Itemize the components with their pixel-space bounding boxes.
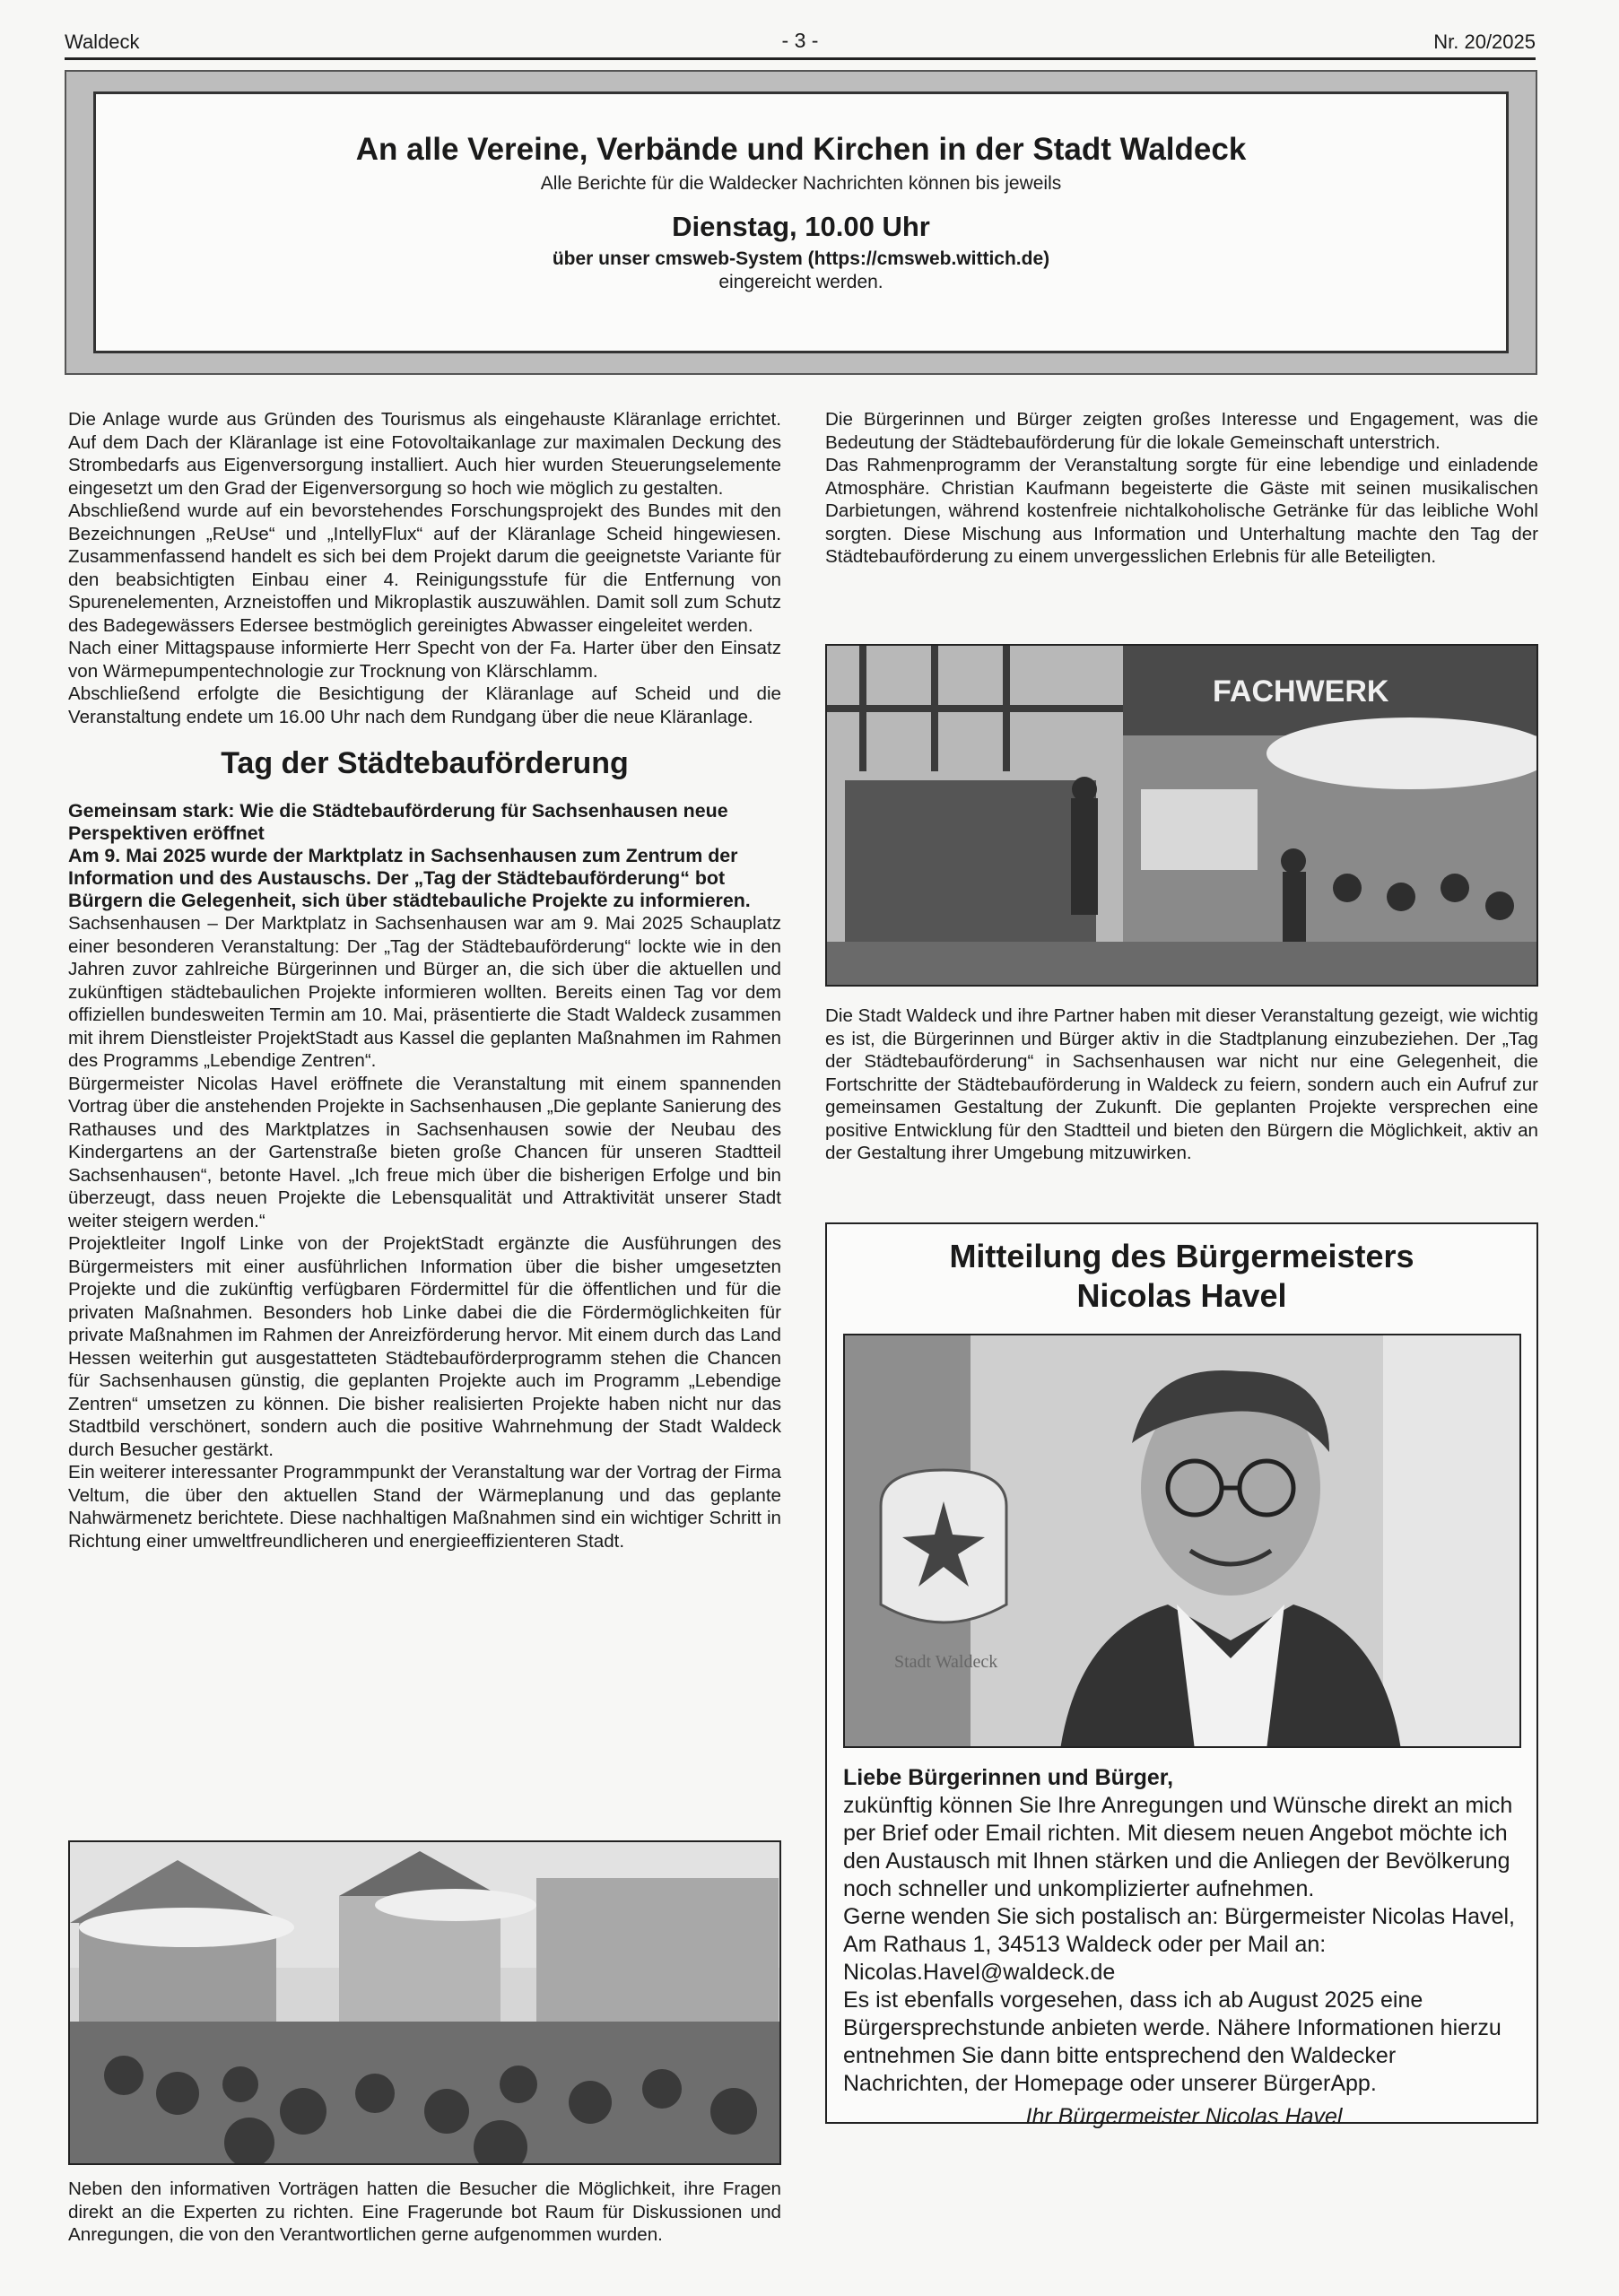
notice-end: eingereicht werden. — [718, 272, 883, 292]
town-sign-text: Stadt Waldeck — [894, 1652, 998, 1672]
mayor-title — [827, 1237, 1536, 1316]
cafe-event-photo — [825, 644, 1538, 987]
notice-line: Alle Berichte für die Waldecker Nachrichten können bis jeweils — [540, 173, 1062, 194]
article-subheading: Gemeinsam stark: Wie die Städtebauförderung für Sachsenhausen neue Perspektiven eröffnet — [68, 800, 728, 844]
market-photo-caption: Neben den informativen Vorträgen hatten die Besucher die Möglichkeit, ihre Fragen direkt an die Experten zu richten. Eine Fragerunde bot Raum für Diskussionen und Anregungen, die von den Verantwortlichen gerne aufgenommen wurden. — [68, 2179, 781, 2245]
mayor-portrait — [843, 1334, 1521, 1748]
market-square-illustration — [70, 1842, 781, 2165]
mayor-announcement — [825, 1222, 1538, 2129]
article-paragraph: Bürgermeister Nicolas Havel eröffnete die Veranstaltung mit einem spannenden Vortrag über die anstehenden Projekte in Sachsenhausen „Die geplante Sanierung des Rathauses und des Marktplatzes in Sachsenhausen sowie der Neubau des Kindergartens an der Gartenstraße bieten große Chancen für unseren Stadtteil Sachsenhausen“, betonte Havel. „Ich freue mich über die bisherigen Erfolge und bin überzeugt, dass neuen Projekte die Lebensqualität und Attraktivität unserer Stadt weiter steigern werden.“ — [68, 1073, 781, 1231]
mayor-greeting: Liebe Bürgerinnen und Bürger, — [843, 1765, 1174, 1790]
article-paragraph: Sachsenhausen – Der Marktplatz in Sachsenhausen war am 9. Mai 2025 Schauplatz einer besonderen Veranstaltung: Der „Tag der Städtebauförderung“ lockte wie in den Jahren zuvor zahlreiche Bürgerinnen und Bürger an, die sich über die aktuellen und zukünftigen städtebaulichen Projekte informieren wollten. Bereits einen Tag vor dem offiziellen bundesweiten Termin am 10. Mai, präsentierte die Stadt Waldeck zusammen mit ihrem Dienstleister ProjektStadt aus Kassel die geplanten Maßnahmen im Rahmen des Programms „Lebendige Zentren“. — [68, 913, 781, 1071]
submission-notice — [65, 70, 1537, 375]
mayor-body: Gerne wenden Sie sich postalisch an: Bürgermeister Nicolas Havel, Am Rathaus 1, 34513 Waldeck oder per Mail an: Nicolas.Havel@waldeck.de — [843, 1904, 1515, 1985]
mayor-body: Es ist ebenfalls vorgesehen, dass ich ab August 2025 eine Bürgersprechstunde anbieten werde. Nähere Informationen hierzu entnehmen Sie dann bitte entsprechend den Waldecker Nachrichten, der Homepage oder unserer BürgerApp. — [843, 1987, 1501, 2096]
mayor-portrait-illustration — [845, 1335, 1521, 1748]
page-number: - 3 - — [781, 29, 819, 52]
article-paragraph: Das Rahmenprogramm der Veranstaltung sorgte für eine lebendige und einladende Atmosphäre. Christian Kaufmann begeisterte die Gäste mit seinen musikalischen Darbietungen, während kostenfreie nichtalkoholische Getränke für das leibliche Wohl sorgten. Diese Mischung aus Information und Unterhaltung machte den Tag der Städtebauförderung zu einem unvergesslichen Erlebnis für alle Beteiligten. — [825, 455, 1538, 567]
page-header — [65, 27, 1536, 60]
issue-number: Nr. 20/2025 — [1433, 30, 1536, 53]
mayor-signature: Ihr Bürgermeister Nicolas Havel — [1025, 2104, 1343, 2129]
mayor-title-line2: Nicolas Havel — [1076, 1277, 1287, 1314]
mayor-letter — [843, 1764, 1525, 2131]
article-paragraph: Projektleiter Ingolf Linke von der ProjektStadt ergänzte die Ausführungen des Bürgermeisters mit einer ausführlichen Information über die bisher umgesetzten Projekte und die zukünftig verfügbaren Fördermittel für die öffentlichen und für die privaten Maßnahmen. Besonders hob Linke dabei die die Fördermöglichkeiten für private Maßnahmen im Rahmen der Anreizförderung hervor. Mit einem durch das Land Hessen weiterhin gut ausgestatteten Städtebauförderprogramm stehen die Chancen für Sachsenhausen günstig, die geplanten Projekte auch im Programm „Lebendige Zentren“ umsetzen zu können. Die bisher realisierten Projekte haben nicht nur das Stadtbild verschönert, sondern auch die positive Wahrnehmung der Stadt Waldeck durch Besucher gestärkt. — [68, 1233, 781, 1460]
article-paragraph: Die Bürgerinnen und Bürger zeigten großes Interesse und Engagement, was die Bedeutung der Städtebauförderung für die lokale Gemeinschaft unterstrich. — [825, 409, 1538, 453]
cafe-event-illustration — [827, 646, 1538, 987]
mayor-title-line1: Mitteilung des Bürgermeisters — [949, 1238, 1414, 1274]
article-heading: Tag der Städtebauförderung — [221, 746, 629, 780]
article-paragraph: Ein weiterer interessanter Programmpunkt der Veranstaltung war der Vortrag der Firma Veltum, die über den aktuellen Stand der Wärmeplanung und das geplante Nahwärmenetz berichtete. Diese nachhaltigen Maßnahmen sind ein wichtiger Schritt in Richtung einer umweltfreundlicheren und energieeffizienteren Stadt. — [68, 1462, 781, 1552]
right-column — [825, 408, 1538, 569]
article-paragraph: Die Anlage wurde aus Gründen des Tourismus als eingehauste Kläranlage errichtet. Auf dem Dach der Kläranlage ist eine Fotovoltaikanlage zur maximalen Deckung des Strombedarfs aus Eigenversorgung installiert. Auch hier wurden Steuerungselemente eingesetzt um den Grad der Eigenversorgung so hoch wie möglich zu gestalten. — [68, 409, 781, 499]
header-town: Waldeck — [65, 30, 140, 53]
fachwerk-sign: FACHWERK — [1213, 674, 1389, 709]
article-paragraph: Abschließend wurde auf ein bevorstehendes Forschungsprojekt des Bundes mit den Bezeichnungen „ReUse“ und „IntellyFlux“ auf der Kläranlage Scheid hingewiesen. Zusammenfassend handelt es sich bei dem Projekt darum die geeignetste Variante für den beabsichtigten Einbau einer 4. Reinigungsstufe für die Entfernung von Spurenelementen, Arzneistoffen und Mikroplastik auszuwählen. Damit soll zum Schutz des Badegewässers Edersee bestmöglich gereinigtes Abwasser eingeleitet werden. — [68, 500, 781, 636]
article-paragraph: Nach einer Mittagspause informierte Herr Specht von der Fa. Harter über den Einsatz von Wärmepumpentechnologie zur Trocknung von Klärschlamm. — [68, 638, 781, 682]
article-paragraph: Abschließend erfolgte die Besichtigung der Kläranlage auf Scheid und die Veranstaltung endete um 16.00 Uhr nach dem Rundgang über die neue Kläranlage. — [68, 683, 781, 727]
cafe-photo-caption: Die Stadt Waldeck und ihre Partner haben mit dieser Veranstaltung gezeigt, wie wichtig es ist, die Bürgerinnen und Bürger aktiv in die Stadtplanung einzubeziehen. Der „Tag der Städtebauförderung“ in Sachsenhausen war nicht nur eine Gelegenheit, die Fortschritte der Städtebauförderung in Waldeck zu feiern, sondern auch ein Aufruf zur gemeinsamen Gestaltung der Zukunft. Die geplanten Projekte versprechen eine positive Entwicklung für den Stadtteil und bieten den Bürgern die Möglichkeit, aktiv an der Gestaltung ihrer Umgebung mitzuwirken. — [825, 1005, 1538, 1163]
mayor-body: zukünftig können Sie Ihre Anregungen und Wünsche direkt an mich per Brief oder Email richten. Mit diesem neuen Angebot möchte ich den Austausch mit Ihnen stärken und die Anliegen der Bevölkerung noch schneller und unkomplizierter aufnehmen. — [843, 1793, 1513, 1901]
market-square-photo — [68, 1840, 781, 2165]
article-lead: Am 9. Mai 2025 wurde der Marktplatz in Sachsenhausen zum Zentrum der Information und des Austauschs. Der „Tag der Städtebauförderung“ bot Bürgern die Gelegenheit, sich über städtebauliche Projekte zu informieren. — [68, 845, 751, 911]
notice-system: über unser cmsweb-System (https://cmsweb.wittich.de) — [552, 248, 1050, 269]
left-column — [68, 408, 781, 1552]
notice-deadline: Dienstag, 10.00 Uhr — [672, 211, 930, 242]
notice-title: An alle Vereine, Verbände und Kirchen in der Stadt Waldeck — [355, 132, 1247, 167]
submission-notice-inner — [93, 91, 1509, 353]
